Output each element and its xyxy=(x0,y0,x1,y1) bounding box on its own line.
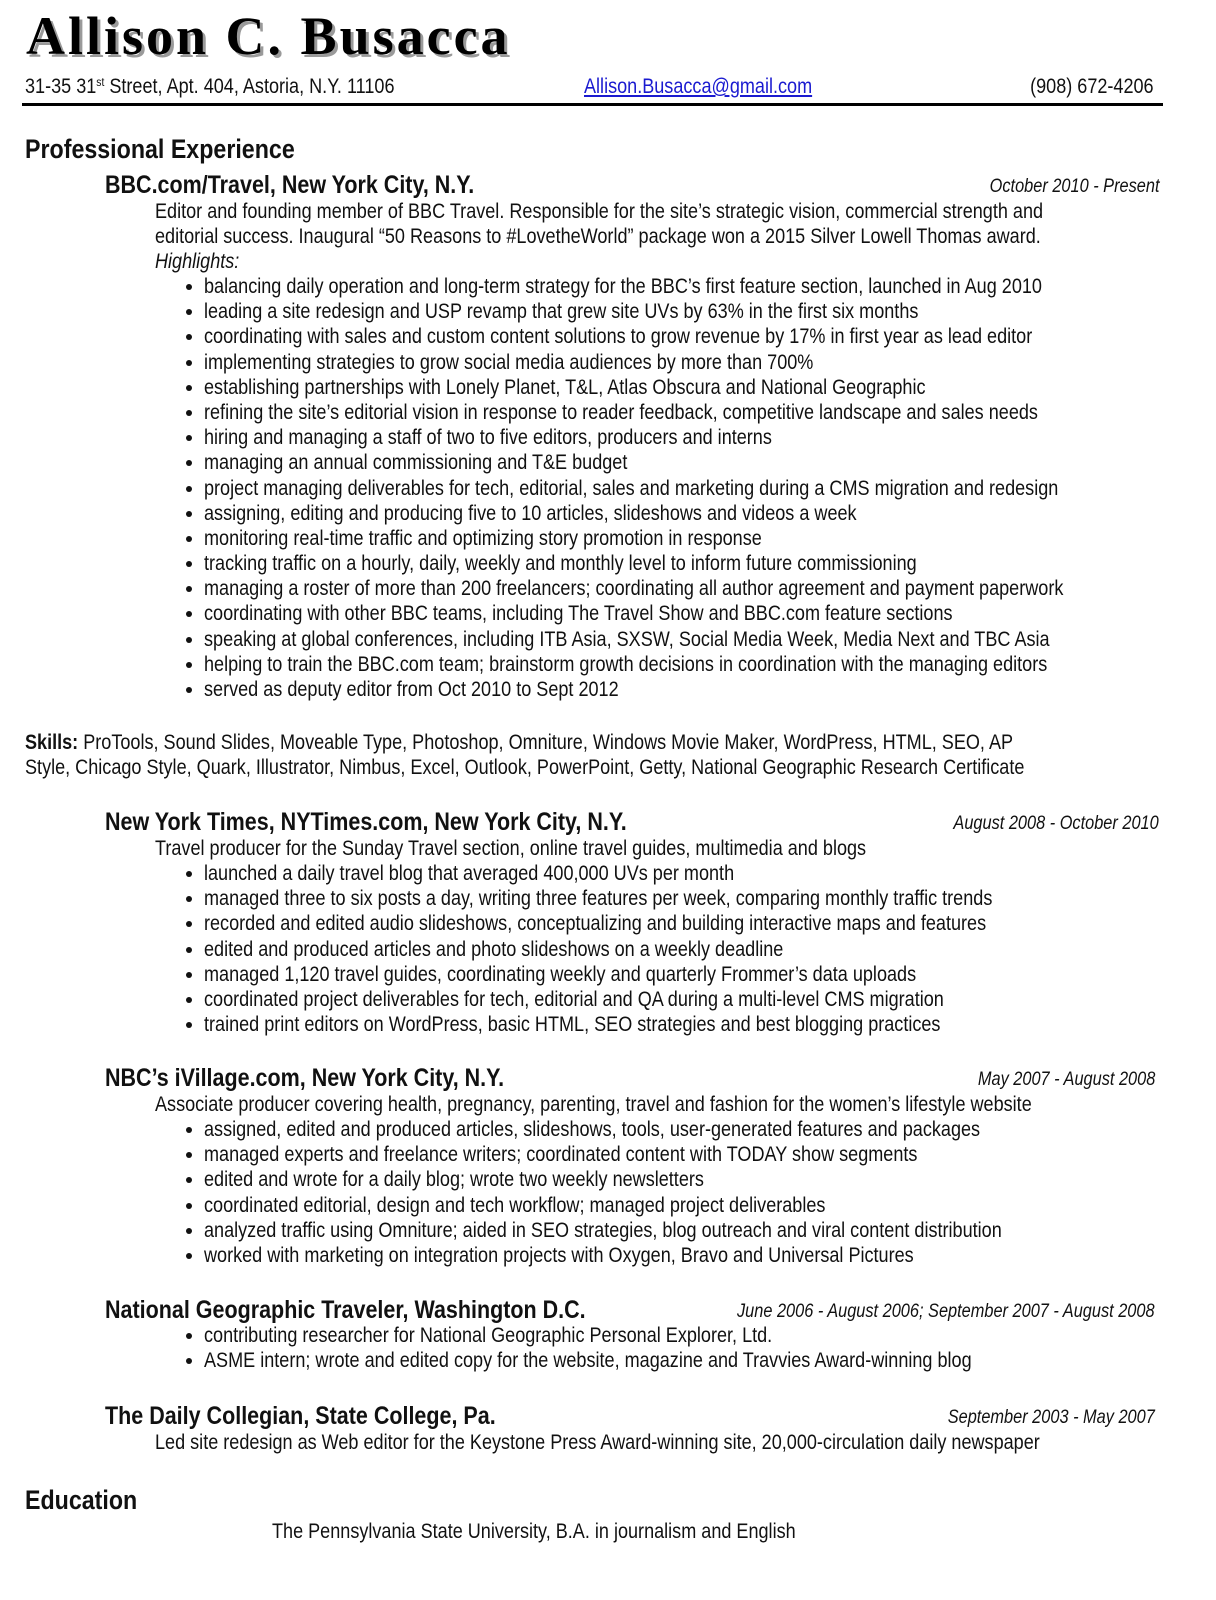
bullet-icon xyxy=(186,972,192,978)
skills-line-2 xyxy=(25,755,1187,781)
highlights-text: Highlights: xyxy=(155,250,240,273)
job-dates-text: September 2003 - May 2007 xyxy=(947,1407,1155,1428)
bullet-icon xyxy=(186,1253,192,1259)
bullet-text: coordinating with sales and custom content solutions to grow revenue by 17% in first year as lead editor xyxy=(204,325,1033,349)
bullet-icon xyxy=(186,1333,192,1339)
job-title-text: The Daily Collegian, State College, Pa. xyxy=(105,1402,496,1430)
job-description-line xyxy=(155,836,982,861)
bullet-text: managing a roster of more than 200 freelancers; coordinating all author agreement and payment paperwork xyxy=(204,577,1064,601)
description-text: Led site redesign as Web editor for the Keystone Press Award-winning site, 20,000-circulation daily newspaper xyxy=(155,1431,1040,1454)
address-number: 31-35 31 xyxy=(25,75,97,98)
resume-name: Allison C. Busacca xyxy=(26,6,511,66)
bullet-text: hiring and managing a staff of two to five editors, producers and interns xyxy=(204,426,772,450)
bullet-icon xyxy=(186,997,192,1003)
bullet-icon xyxy=(186,486,192,492)
bullet-icon xyxy=(186,611,192,617)
address xyxy=(25,74,455,100)
job-dates-text: August 2008 - October 2010 xyxy=(953,813,1159,834)
section-title-education xyxy=(25,1484,156,1516)
bullet-text: assigned, edited and produced articles, slideshows, tools, user-generated features and packages xyxy=(204,1118,981,1141)
email-link[interactable]: Allison.Busacca@gmail.com xyxy=(584,75,813,98)
job-title-text: NBC’s iVillage.com, New York City, N.Y. xyxy=(105,1064,505,1092)
bullet-icon xyxy=(186,385,192,391)
bullet-icon xyxy=(186,921,192,927)
job-title-natgeo xyxy=(105,1295,664,1325)
bullet-icon xyxy=(186,586,192,592)
bullet-text: served as deputy editor from Oct 2010 to Sept 2012 xyxy=(204,678,619,701)
job-dates-ivillage xyxy=(949,1067,1155,1093)
bullet-icon xyxy=(186,309,192,315)
bullet-icon xyxy=(186,1127,192,1133)
bullet-text: tracking traffic on a hourly, daily, weekly and monthly level to inform future commissioning xyxy=(204,552,917,576)
bullet-icon xyxy=(186,284,192,290)
skills-text: Style, Chicago Style, Quark, Illustrator, Nimbus, Excel, Outlook, PowerPoint, Getty, National Geographic Research Certificate xyxy=(25,756,1025,779)
education-text: The Pennsylvania State University, B.A. in journalism and English xyxy=(272,1520,796,1543)
job-description-line xyxy=(155,199,1188,224)
bullet-text: trained print editors on WordPress, basic HTML, SEO strategies and best blogging practices xyxy=(204,1013,941,1037)
bullet-icon xyxy=(186,662,192,668)
bullet-text: implementing strategies to grow social media audiences by more than 700% xyxy=(204,350,814,374)
bullet-text: launched a daily travel blog that averaged 400,000 UVs per month xyxy=(204,862,735,885)
bullet-text: speaking at global conferences, including ITB Asia, SXSW, Social Media Week, Media Next and TBC Asia xyxy=(204,627,1050,651)
bullet-icon xyxy=(186,410,192,416)
bullet-icon xyxy=(186,637,192,643)
section-title-text: Education xyxy=(25,1485,138,1515)
bullet-icon xyxy=(186,460,192,466)
job-dates-text: May 2007 - August 2008 xyxy=(977,1069,1155,1090)
section-title-text: Professional Experience xyxy=(25,134,295,164)
bullet-text: recorded and edited audio slideshows, conceptualizing and building interactive maps and features xyxy=(204,912,987,936)
job-title-text: New York Times, NYTimes.com, New York City, N.Y. xyxy=(105,808,627,836)
bullet-icon xyxy=(186,1203,192,1209)
bullet-icon xyxy=(186,1358,192,1364)
bullet-text: project managing deliverables for tech, editorial, sales and marketing during a CMS migration and redesign xyxy=(204,476,1059,500)
bullet-text: edited and wrote for a daily blog; wrote two weekly newsletters xyxy=(204,1168,704,1192)
bullet-text: managing an annual commissioning and T&E budget xyxy=(204,451,628,475)
address-street: Street, Apt. 404, Astoria, N.Y. 11106 xyxy=(104,75,395,98)
bullet-icon xyxy=(186,687,192,693)
description-text: Travel producer for the Sunday Travel section, online travel guides, multimedia and blogs xyxy=(155,837,867,860)
job-dates-bbc xyxy=(962,174,1160,200)
bullet-icon xyxy=(186,1177,192,1183)
section-title-experience xyxy=(25,133,339,165)
education-entry xyxy=(272,1519,881,1545)
bullet-icon xyxy=(186,334,192,340)
job-title-ivillage xyxy=(105,1063,569,1093)
header-divider xyxy=(22,103,1163,106)
bullet-text: coordinated editorial, design and tech workflow; managed project deliverables xyxy=(204,1193,826,1217)
bullet-icon xyxy=(186,435,192,441)
bullet-text: worked with marketing on integration projects with Oxygen, Bravo and Universal Pictures xyxy=(204,1243,914,1267)
job-dates-text: June 2006 - August 2006; September 2007 - August 2008 xyxy=(737,1301,1155,1322)
bullet-icon xyxy=(186,561,192,567)
job-description-line xyxy=(155,1092,1174,1117)
skills-line-1 xyxy=(25,730,1174,756)
job-title-bbc xyxy=(105,170,534,200)
email-container xyxy=(584,74,849,100)
job-title-text: BBC.com/Travel, New York City, N.Y. xyxy=(105,171,475,199)
bullet-icon xyxy=(186,1228,192,1234)
description-text: Associate producer covering health, pregnancy, parenting, travel and fashion for the women’s lifestyle website xyxy=(155,1093,1032,1116)
bullet-icon xyxy=(186,947,192,953)
bullet-text: refining the site’s editorial vision in response to reader feedback, competitive landscape and sales needs xyxy=(204,400,1038,424)
description-text: Editor and founding member of BBC Travel. Responsible for the site’s strategic vision, commercial strength and xyxy=(155,200,1044,223)
bullet-text: leading a site redesign and USP revamp that grew site UVs by 63% in the first six months xyxy=(204,300,919,324)
bullet-text: analyzed traffic using Omniture; aided in SEO strategies, blog outreach and viral content distribution xyxy=(204,1218,1002,1242)
highlights-label xyxy=(155,249,253,274)
description-text: editorial success. Inaugural “50 Reasons to #LovetheWorld” package won a 2015 Silver Lowell Thomas award. xyxy=(155,225,1041,248)
job-title-nyt xyxy=(105,807,712,837)
job-title-text: National Geographic Traveler, Washington D.C. xyxy=(105,1296,586,1324)
skills-label: Skills: xyxy=(25,731,79,754)
bullet-icon xyxy=(186,511,192,517)
bullet-icon xyxy=(186,360,192,366)
bullet-text: managed 1,120 travel guides, coordinating weekly and quarterly Frommer’s data uploads xyxy=(204,962,917,986)
job-dates-natgeo xyxy=(669,1299,1155,1325)
bullet-icon xyxy=(186,1022,192,1028)
address-superscript: st xyxy=(96,75,105,89)
bullet-text: edited and produced articles and photo slideshows on a weekly deadline xyxy=(204,937,784,961)
job-dates-nyt xyxy=(920,811,1159,837)
job-title-collegian xyxy=(105,1401,559,1431)
bullet-text: ASME intern; wrote and edited copy for the website, magazine and Travvies Award-winning blog xyxy=(204,1349,972,1373)
bullet-icon xyxy=(186,871,192,877)
bullet-text: coordinating with other BBC teams, including The Travel Show and BBC.com feature sections xyxy=(204,602,953,626)
bullet-text: monitoring real-time traffic and optimizing story promotion in response xyxy=(204,526,762,550)
phone-container xyxy=(1010,74,1154,100)
job-dates-text: October 2010 - Present xyxy=(989,176,1159,197)
bullet-text: contributing researcher for National Geographic Personal Explorer, Ltd. xyxy=(204,1324,773,1347)
job-description-line xyxy=(155,224,1185,249)
job-description-line xyxy=(155,1430,1184,1455)
bullet-text: balancing daily operation and long-term strategy for the BBC’s first feature section, launched in Aug 2010 xyxy=(204,275,1042,298)
bullet-text: assigning, editing and producing five to 10 articles, slideshows and videos a week xyxy=(204,501,857,525)
bullet-text: establishing partnerships with Lonely Planet, T&L, Atlas Obscura and National Geographic xyxy=(204,375,926,399)
bullet-text: coordinated project deliverables for tech, editorial and QA during a multi-level CMS migration xyxy=(204,987,944,1011)
bullet-text: managed three to six posts a day, writing three features per week, comparing monthly traffic trends xyxy=(204,887,993,911)
bullet-text: helping to train the BBC.com team; brainstorm growth decisions in coordination with the managing editors xyxy=(204,652,1048,676)
skills-text: ProTools, Sound Slides, Moveable Type, Photoshop, Omniture, Windows Movie Maker, WordPress, HTML, SEO, AP xyxy=(78,731,1014,754)
bullet-icon xyxy=(186,896,192,902)
bullet-icon xyxy=(186,536,192,542)
phone: (908) 672-4206 xyxy=(1030,75,1154,98)
bullet-icon xyxy=(186,1152,192,1158)
bullet-text: managed experts and freelance writers; coordinated content with TODAY show segments xyxy=(204,1143,918,1167)
job-dates-collegian xyxy=(914,1405,1155,1431)
